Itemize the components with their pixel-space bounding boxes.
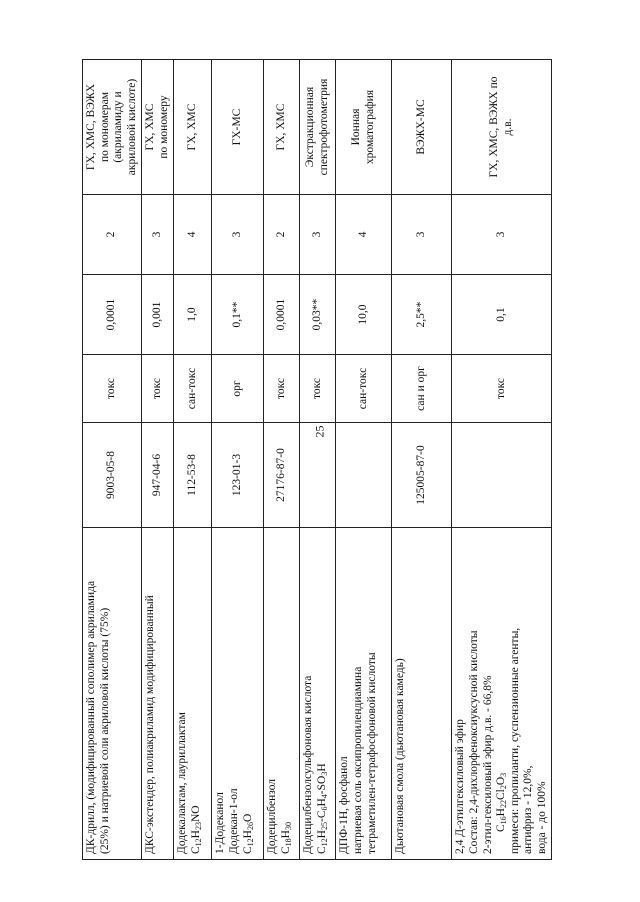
method-line: Экстракционная: [304, 86, 317, 168]
method-line: ГХ, ХМС: [144, 103, 157, 151]
hazard-cell: орг: [212, 355, 264, 423]
limit-value-cell: 1,0: [174, 275, 212, 355]
substance-name-cell: [300, 528, 336, 860]
substance-name-cell: [452, 528, 552, 860]
cas-cell: 947-04-6: [142, 423, 174, 528]
cas-cell: [452, 423, 552, 528]
cas-cell: 112-53-8: [174, 423, 212, 528]
hazard-cell: токс: [142, 355, 174, 423]
hazard-class-cell: 2: [264, 195, 300, 275]
method-cell: [174, 60, 212, 195]
limit-value-cell: 0,0001: [83, 275, 142, 355]
table-sheet: [82, 60, 548, 860]
hazard-class-cell: 2: [83, 195, 142, 275]
substance-name-cell: [142, 528, 174, 860]
substance-name-cell: [392, 528, 452, 860]
substance-name-line: Додекан-1-ол: [227, 788, 240, 854]
table-row: [300, 60, 336, 860]
cas-cell: 27176-87-0: [264, 423, 300, 528]
table-row: [212, 60, 264, 860]
method-cell: [142, 60, 174, 195]
substance-name-line: примеси: пропиланти, суспензионные агенты,: [508, 627, 521, 854]
hazard-class-cell: 4: [174, 195, 212, 275]
method-line: Ионная: [350, 108, 363, 146]
method-line: хроматография: [363, 89, 376, 165]
limit-value-cell: 0,1: [452, 275, 552, 355]
hazard-cell: токс: [83, 355, 142, 423]
substance-name-cell: [83, 528, 142, 860]
method-line: ГХ, ХМС, ВЭЖХ по: [488, 76, 501, 178]
substance-name-line: тетраметилен-тетрафосфоновой кислоты: [365, 652, 378, 854]
substance-name-line: $C_{12}H_{25}-C_6H_4-SO_3H$: [315, 763, 329, 854]
substance-name-line: (25%) и натриевой соли акриловой кислоты (75%): [98, 607, 111, 854]
substance-name-line: $C_{16}H_{22}Cl_2O_3$: [495, 772, 509, 832]
hazard-class-cell: 4: [336, 195, 392, 275]
method-cell: [264, 60, 300, 195]
method-line: ГХ, ХМС: [186, 103, 199, 151]
substance-name-line: ДПФ-1Н, фосфанол: [338, 756, 351, 854]
limit-value-cell: 10,0: [336, 275, 392, 355]
substance-name-cell: [264, 528, 300, 860]
substance-name-line: Додекалактам, лауриллактам: [176, 712, 189, 854]
cas-cell: 9003-05-8: [83, 423, 142, 528]
method-cell: [83, 60, 142, 195]
limit-value-cell: 2,5**: [392, 275, 452, 355]
hazard-cell: сан и орг: [392, 355, 452, 423]
substance-name-line: $C_{18}H_{30}$: [279, 822, 293, 854]
method-cell: [212, 60, 264, 195]
substance-name-line: ДК-дрилл, (модифицированный сополимер акриламида: [85, 580, 97, 854]
substance-name-line: ДКС-экстендер, полиакриламид модифицированный: [144, 595, 157, 854]
substance-name-line: 2-этил-гексиловый эфир д.в. - 66,8%: [481, 675, 494, 854]
substance-name-line: натриевая соль оксипропилендиамина: [351, 666, 364, 854]
substances-table: [82, 59, 552, 860]
substance-name-line: Состав: 2,4-дихлорфеноксиуксусной кислоты: [467, 630, 480, 854]
substance-name-line: вода - до 100%: [535, 781, 548, 854]
substance-name-cell: [336, 528, 392, 860]
hazard-class-cell: 3: [142, 195, 174, 275]
method-line: ГХ-МС: [231, 108, 244, 146]
substance-name-line: 1-Додеканол: [214, 792, 227, 854]
method-line: по мономерам: [98, 92, 111, 163]
substance-name-cell: [174, 528, 212, 860]
cas-cell: 125005-87-0: [392, 423, 452, 528]
method-line: спектрофотометрия: [317, 78, 330, 176]
substance-name-line: $C_{12}H_{26}O$: [241, 813, 255, 854]
hazard-cell: сан-токс: [336, 355, 392, 423]
substance-name-line: антифриз - 12,0%,: [522, 765, 535, 854]
limit-value-cell: 0,03**: [300, 275, 336, 355]
method-cell: [452, 60, 552, 195]
method-cell: [300, 60, 336, 195]
hazard-class-cell: 3: [392, 195, 452, 275]
method-line: ВЭЖХ-МС: [415, 99, 428, 155]
method-cell: [392, 60, 452, 195]
table-row: [83, 60, 142, 860]
substance-name-line: Додецилбензол: [266, 778, 279, 854]
hazard-class-cell: 3: [452, 195, 552, 275]
cas-cell: [336, 423, 392, 528]
substance-name-line: Дьютановая смола (дьютановая камедь): [394, 658, 407, 854]
table-row: [336, 60, 392, 860]
table-row: [452, 60, 552, 860]
method-line: по мономеру: [157, 95, 170, 159]
substance-name-line: Додецилбензолсульфоновая кислота: [302, 675, 315, 854]
substance-name-line: $C_{12}H_{23}NO$: [189, 805, 203, 854]
substance-name-cell: [212, 528, 264, 860]
method-line: акриловой кислоте): [125, 78, 138, 176]
hazard-cell: токс: [300, 355, 336, 423]
page-number: 25: [312, 425, 327, 438]
method-line: (акриламиду и: [112, 91, 125, 163]
limit-value-cell: 0,1**: [212, 275, 264, 355]
table-row: [392, 60, 452, 860]
method-line: д.в.: [501, 118, 514, 136]
table-row: [142, 60, 174, 860]
method-line: ГХ, ХМС, ВЭЖХ: [85, 83, 97, 171]
method-line: ГХ, ХМС: [275, 103, 288, 151]
cas-cell: [300, 423, 336, 528]
table-row: [174, 60, 212, 860]
method-cell: [336, 60, 392, 195]
hazard-cell: токс: [264, 355, 300, 423]
table-row: [264, 60, 300, 860]
cas-cell: 123-01-3: [212, 423, 264, 528]
hazard-cell: токс: [452, 355, 552, 423]
limit-value-cell: 0,0001: [264, 275, 300, 355]
hazard-class-cell: 3: [300, 195, 336, 275]
hazard-class-cell: 3: [212, 195, 264, 275]
limit-value-cell: 0,001: [142, 275, 174, 355]
hazard-cell: сан-токс: [174, 355, 212, 423]
substance-name-line: 2,4 Д-этилгексиловый эфир: [454, 719, 467, 854]
